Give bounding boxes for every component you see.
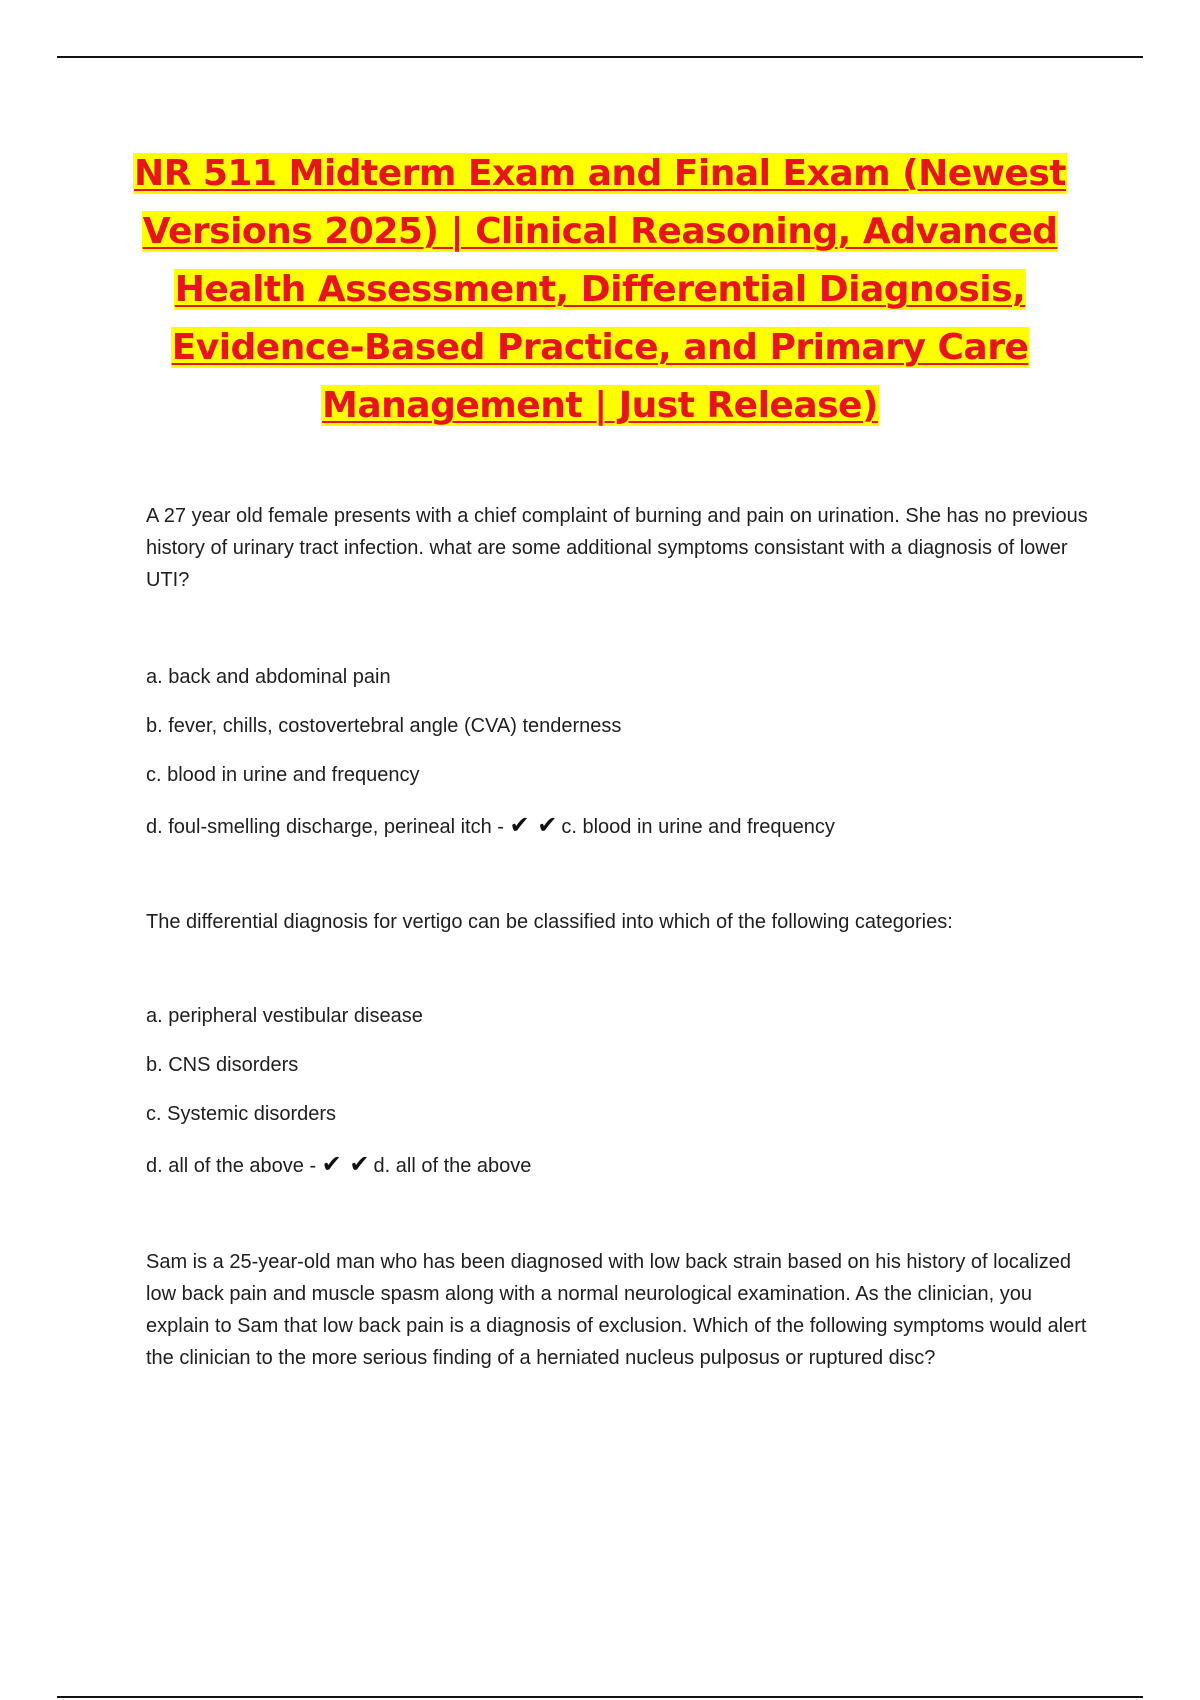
bottom-divider <box>57 1696 1143 1698</box>
title-line-4: Evidence-Based Practice, and Primary Care <box>171 327 1029 368</box>
question-2-option-a: a. peripheral vestibular disease <box>146 1005 423 1027</box>
question-2-answer: d. all of the above <box>373 1155 532 1177</box>
question-2-option-d-row <box>146 1149 1096 1181</box>
double-check-icon: ✔ ✔ <box>321 1150 370 1178</box>
page-title <box>100 145 1100 435</box>
title-line-1: NR 511 Midterm Exam and Final Exam (Newest <box>134 153 1066 194</box>
question-2-option-b: b. CNS disorders <box>146 1054 299 1076</box>
question-1-option-d: d. foul-smelling discharge, perineal itch - <box>146 816 504 838</box>
question-1-answer: c. blood in urine and frequency <box>561 816 835 838</box>
question-1-option-d-row <box>146 810 1096 842</box>
question-2-stem: The differential diagnosis for vertigo can be classified into which of the following categories: <box>146 911 953 933</box>
title-line-3: Health Assessment, Differential Diagnosis, <box>174 269 1026 310</box>
question-2-option-d: d. all of the above - <box>146 1155 317 1177</box>
question-3-stem: Sam is a 25-year-old man who has been diagnosed with low back strain based on his history of localized low back pain and muscle spasm along with a normal neurological examination. As the clinician, you explain to Sam that low back pain is a diagnosis of exclusion. Which of the following symptoms would alert the clinician to the more serious finding of a herniated nucleus pulposus or ruptured disc? <box>146 1251 1087 1369</box>
question-1-option-b: b. fever, chills, costovertebral angle (CVA) tenderness <box>146 715 622 737</box>
top-divider <box>57 56 1143 58</box>
title-line-5: Management | Just Release) <box>322 385 878 426</box>
question-1-option-c: c. blood in urine and frequency <box>146 764 420 786</box>
question-1-option-a: a. back and abdominal pain <box>146 666 391 688</box>
question-1-stem: A 27 year old female presents with a chief complaint of burning and pain on urination. She has no previous history of urinary tract infection. what are some additional symptoms consistant with a diagnosis of lower UTI? <box>146 505 1088 591</box>
question-2-option-c: c. Systemic disorders <box>146 1103 337 1125</box>
double-check-icon: ✔ ✔ <box>509 811 558 839</box>
title-line-2: Versions 2025) | Clinical Reasoning, Advanced <box>142 211 1058 252</box>
